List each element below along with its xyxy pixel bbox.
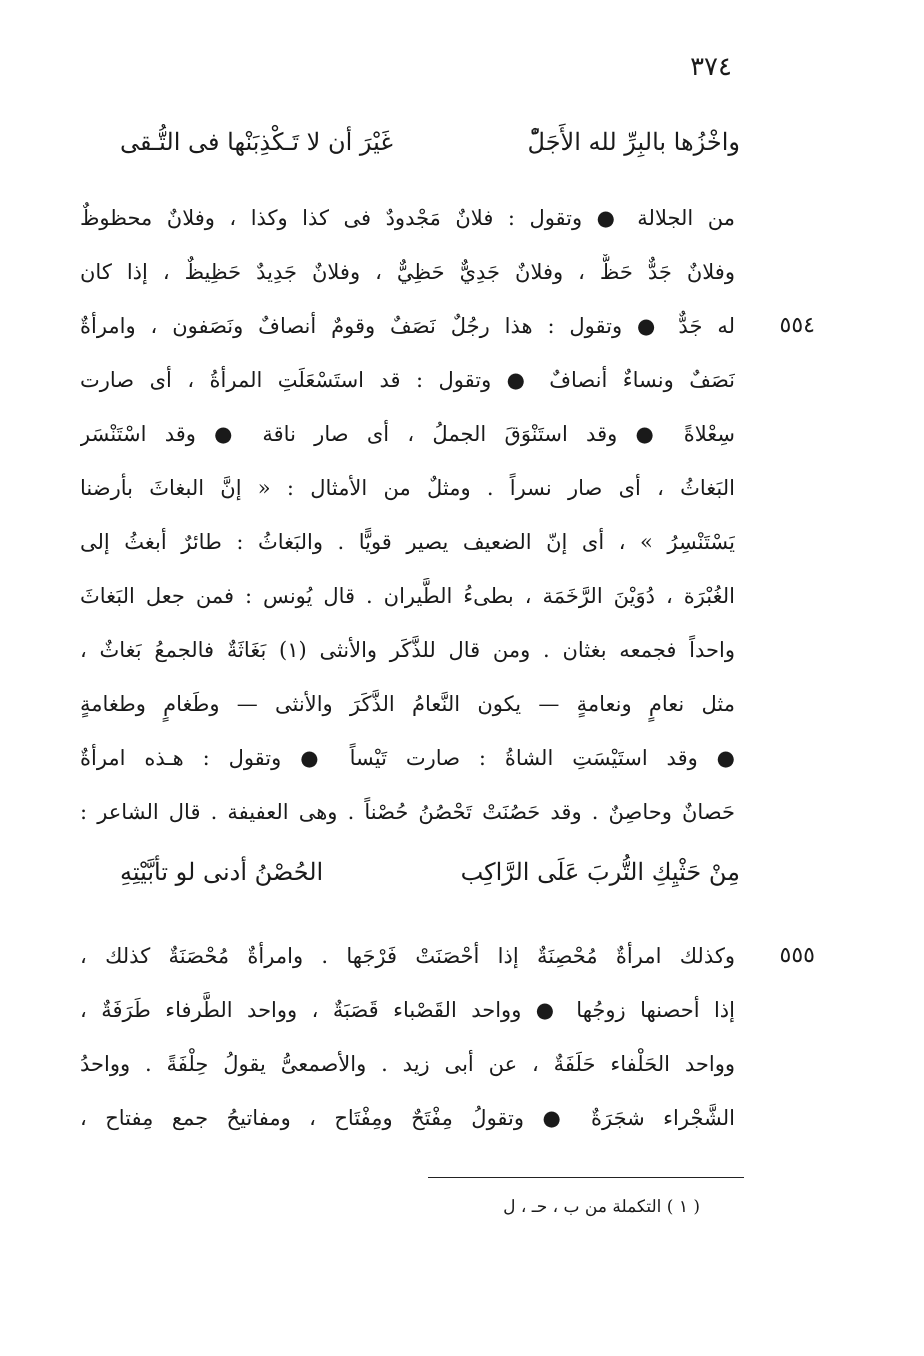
text-line: إذا أحصنها زوجُها ● وواحد القَصْباء قَصَبَةٌ ، وواحد الطَّرفاء طَرَفَةٌ ، — [80, 998, 735, 1022]
text-line: الشَّجْراء شجَرَةٌ ● وتقولُ مِفْتَحٌ ومِفْتَاح ، ومفاتيحُ جمع مِفتاح ، — [80, 1106, 735, 1130]
text-line: البَغاثُ ، أى صار نسراً . ومثلٌ من الأمثال : « إنَّ البغاثَ بأرضنا — [80, 476, 735, 500]
verse-middle-right-hemistich: الحُصْنُ أدنى لو تأبَّيْتِهِ — [120, 858, 324, 886]
text-line: ● وقد استَيْسَتِ الشاةُ : صارت تَيْساً ● وتقول : هـذه امرأةٌ — [80, 746, 735, 770]
text-line: وواحد الحَلْفاء حَلَفَةٌ ، عن أبى زيد . والأصمعىُّ يقولُ حِلْفَةً . وواحدُ — [80, 1052, 735, 1076]
text-line: واحداً فجمعه بغثان . ومن قال للذَّكَر والأنثى (١) بَغَاثَةٌ فالجمعُ بَغاثٌ ، — [80, 638, 735, 662]
section-number: ٥٥٥ — [779, 943, 815, 968]
verse-top-right-hemistich: غَيْرَ أن لا تَـكْذِبَنْها فى التُّـقى — [120, 128, 393, 156]
verse-middle — [120, 858, 740, 886]
verse-top-left-hemistich: واخْزُها بالبِرِّ لله الأَجَلّْ — [527, 128, 740, 156]
footnote-divider — [428, 1177, 744, 1178]
text-line: مثل نعامٍ ونعامةٍ — يكون النَّعامُ الذَّكَرَ والأنثى — وطَغامٍ وطغامةٍ — [80, 692, 735, 716]
verse-top — [120, 128, 740, 156]
footnote: ( ١ ) التكملة من ب ، حـ ، ل — [503, 1197, 700, 1217]
text-line: نَصَفٌ ونساءٌ أنصافٌ ● وتقول : قد استَسْعَلَتِ المرأةُ ، أى صارت — [80, 368, 735, 392]
text-line: حَصانٌ وحاصِنٌ . وقد حَصُنَتْ تَحْصُنُ حُصْناً . وهى العفيفة . قال الشاعر : — [80, 800, 735, 824]
text-line: الغُبْرَة ، دُوَيْنَ الرَّخَمَة ، بطىءُ الطَّيران . قال يُونس : فمن جعل البَغاثَ — [80, 584, 735, 608]
text-line: من الجلالة ● وتقول : فلانٌ مَجْدودٌ فى كذا وكذا ، وفلانٌ محظوظٌ — [80, 206, 735, 230]
text-line: وكذلك امرأةٌ مُحْصِنَةٌ إذا أحْصَنَتْ فَرْجَها . وامرأةٌ مُحْصَنَةٌ كذلك ، — [80, 944, 735, 968]
page-number: ٣٧٤ — [690, 52, 732, 82]
verse-middle-left-hemistich: مِنْ حَثْيِكِ التُّربَ عَلَى الرَّاكِب — [460, 858, 740, 886]
text-line: له جَدٌّ ● وتقول : هذا رجُلٌ نَصَفٌ وقومٌ أنصافٌ ونَصَفون ، وامرأةٌ — [80, 314, 735, 338]
text-line: سِعْلاةً ● وقد استَنْوَقَ الجملُ ، أى صار ناقة ● وقد اسْتَنْسَر — [80, 422, 735, 446]
section-number: ٥٥٤ — [779, 313, 815, 338]
text-line: وفلانٌ جَدٌّ حَظٌّ ، وفلانٌ جَدِيٌّ حَظِيٌّ ، وفلانٌ جَدِيدٌ حَظِيظٌ ، إذا كان — [80, 260, 735, 284]
text-line: يَسْتَنْسِرُ » ، أى إنّ الضعيف يصير قويًّا . والبَغاثُ : طائرٌ أبغثُ إلى — [80, 530, 735, 554]
